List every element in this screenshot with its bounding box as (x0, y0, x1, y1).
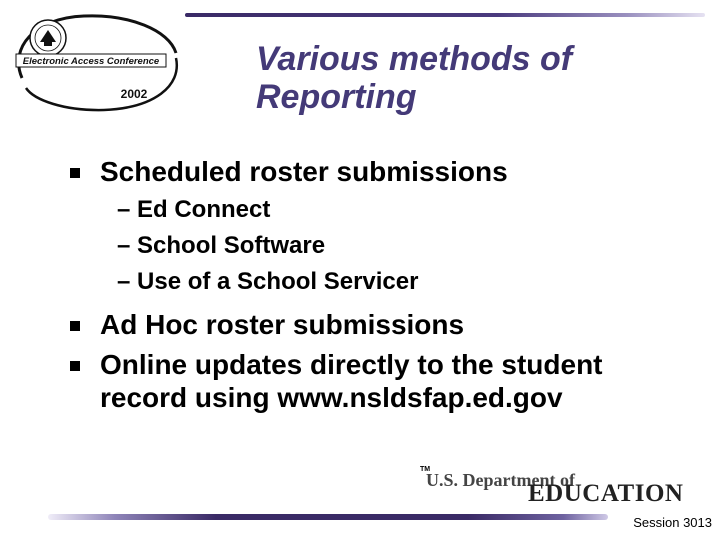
title-line-2: Reporting (256, 78, 417, 116)
bullet-text: Ad Hoc roster submissions (100, 309, 465, 340)
logo-banner-text: Electronic Access Conference (22, 56, 160, 67)
slide-title (256, 40, 696, 116)
sub-item-ed-connect: – Ed Connect (117, 196, 271, 223)
session-label: Session 3013 (633, 515, 712, 530)
bullet-text: Scheduled roster submissions (100, 156, 508, 187)
trademark-mark: TM (420, 466, 431, 473)
conference-logo (4, 8, 184, 113)
square-bullet-icon (70, 321, 80, 331)
seal-icon (30, 20, 66, 56)
square-bullet-icon (70, 168, 80, 178)
top-divider (185, 13, 705, 17)
sub-item-school-software: – School Software (117, 232, 326, 259)
department-of-education-logo (420, 466, 705, 516)
ed-logo-line-2: EDUCATION (528, 480, 684, 507)
title-line-1: Various methods of (256, 40, 573, 78)
sub-item-school-servicer: – Use of a School Servicer (117, 268, 419, 295)
square-bullet-icon (70, 361, 80, 371)
bullet-text: Online updates directly to the student record using www.nsldsfap.ed.gov (100, 349, 603, 413)
logo-year: 2002 (120, 87, 148, 101)
ed-logo-line-1: U.S. Department of (426, 470, 575, 490)
bottom-divider (48, 514, 608, 520)
